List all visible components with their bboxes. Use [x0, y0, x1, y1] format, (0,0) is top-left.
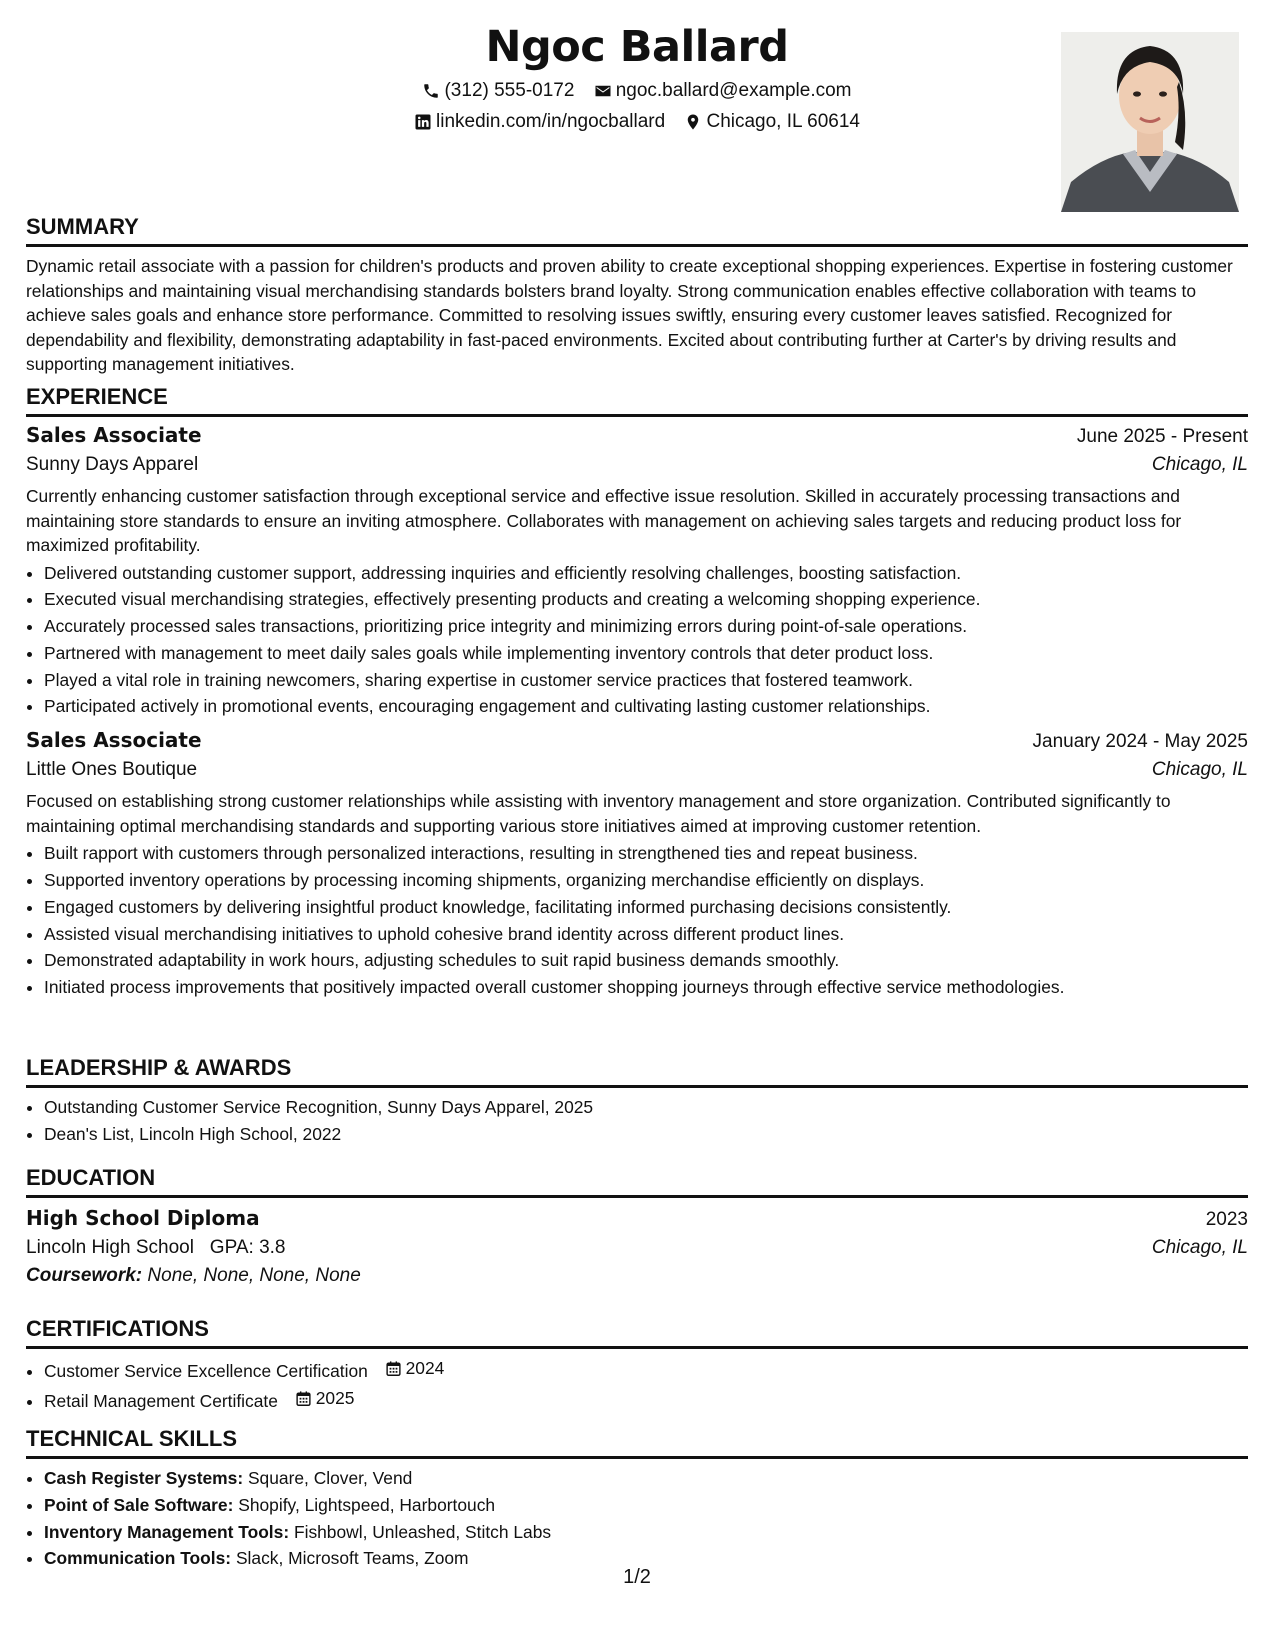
- resume-page: [26, 0, 1248, 1650]
- phone-contact[interactable]: [422, 80, 574, 102]
- certification-name: Retail Management Certificate: [44, 1390, 278, 1411]
- calendar-icon: [295, 1390, 312, 1407]
- job-bullets: [26, 560, 1248, 721]
- certifications-list: [26, 1355, 1248, 1414]
- list-item: • Partnered with management to meet daily sales goals while implementing inventory controls that deter product loss.: [44, 640, 1248, 667]
- skill-label: Cash Register Systems:: [44, 1468, 244, 1488]
- school-info: [26, 1237, 285, 1259]
- candidate-name: Ngoc Ballard: [485, 22, 789, 72]
- job-description: Focused on establishing strong customer relationships while assisting with inventory management and store organization. Contributed significantly to maintaining optimal merchandising standards and supporting various store initiatives aimed at improving customer retention.: [26, 791, 1171, 836]
- linkedin-url: linkedin.com/in/ngocballard: [436, 111, 666, 132]
- education-section: [26, 1165, 1248, 1287]
- list-item: [44, 1385, 1248, 1415]
- resume-header: [26, 22, 1248, 212]
- list-item: • Accurately processed sales transactions, prioritizing price integrity and minimizing errors during point-of-sale operations.: [44, 613, 1248, 640]
- skill-label: Communication Tools:: [44, 1548, 232, 1569]
- gpa: GPA: 3.8: [209, 1237, 286, 1258]
- linkedin-contact[interactable]: [414, 111, 665, 133]
- certification-name: Customer Service Excellence Certification: [44, 1360, 368, 1381]
- location-contact: [684, 111, 860, 133]
- education-school-row: [26, 1237, 1248, 1259]
- school-name: Lincoln High School: [26, 1237, 194, 1258]
- email-address: ngoc.ballard@example.com: [615, 80, 852, 101]
- linkedin-icon: [414, 113, 432, 131]
- skill-value: Slack, Microsoft Teams, Zoom: [235, 1548, 469, 1569]
- job-title: Sales Associate: [26, 423, 202, 447]
- email-contact[interactable]: [594, 80, 852, 102]
- list-item: • Built rapport with customers through personalized interactions, resulting in strengthened ties and repeat business.: [44, 840, 1248, 867]
- skills-list: [26, 1465, 1248, 1572]
- coursework-value: None, None, None, None: [147, 1265, 361, 1286]
- coursework-line: [26, 1265, 1248, 1287]
- list-item: • Demonstrated adaptability in work hours, adjusting schedules to suit rapid business demands smoothly.: [44, 947, 1248, 974]
- experience-section: [26, 384, 1248, 1001]
- list-item: [44, 1465, 1248, 1492]
- job-entry: [26, 728, 1248, 1001]
- school-location: Chicago, IL: [1151, 1237, 1248, 1258]
- certifications-heading: CERTIFICATIONS: [26, 1316, 1248, 1349]
- job-company: Little Ones Boutique: [26, 759, 198, 781]
- list-item: • Assisted visual merchandising initiatives to uphold cohesive brand identity across different product lines.: [44, 921, 1248, 948]
- graduation-year: 2023: [1205, 1209, 1248, 1230]
- skills-section: [26, 1426, 1248, 1572]
- job-header-row: [26, 423, 1248, 448]
- map-pin-icon: [684, 113, 702, 131]
- degree-title: High School Diploma: [26, 1206, 260, 1230]
- awards-list: [26, 1094, 1248, 1148]
- awards-heading: LEADERSHIP & AWARDS: [26, 1055, 1248, 1088]
- job-description: Currently enhancing customer satisfaction through exceptional service and effective issue resolution. Skilled in accurately processing transactions and maintaining store standards to ensure an inviting atmosphere. Collaborates with management on achieving sales targets and reducing product loss for maximized profitability.: [26, 486, 1182, 555]
- skill-value: Square, Clover, Vend: [247, 1468, 413, 1488]
- skill-value: Shopify, Lightspeed, Harbortouch: [238, 1494, 496, 1515]
- skill-label: Inventory Management Tools:: [44, 1521, 290, 1542]
- job-location: Chicago, IL: [1151, 454, 1248, 475]
- job-company-row: [26, 759, 1248, 781]
- certification-date: [385, 1355, 445, 1382]
- list-item: • Executed visual merchandising strategies, effectively presenting products and creating a welcoming shopping experience.: [44, 586, 1248, 613]
- list-item: • Outstanding Customer Service Recognition, Sunny Days Apparel, 2025: [44, 1094, 1248, 1121]
- skills-heading: TECHNICAL SKILLS: [26, 1426, 1248, 1459]
- job-company-row: [26, 454, 1248, 476]
- job-title: Sales Associate: [26, 728, 202, 753]
- education-heading: EDUCATION: [26, 1165, 1248, 1198]
- list-item: • Delivered outstanding customer support, addressing inquiries and efficiently resolving challenges, boosting satisfaction.: [44, 560, 1248, 587]
- job-bullets: [26, 840, 1248, 1001]
- summary-section: [26, 214, 1248, 377]
- calendar-icon: [385, 1360, 402, 1377]
- coursework-label: Coursework:: [26, 1265, 143, 1286]
- certification-date: [295, 1385, 355, 1412]
- job-dates: June 2025 - Present: [1076, 426, 1248, 447]
- summary-text: Dynamic retail associate with a passion for children's products and proven ability to create exceptional shopping experiences. Expertise in fostering customer relationships and maintaining visual merchandising standards bolsters brand loyalty. Strong communication enables effective collaboration with teams to achieve sales goals and enhance store performance. Committed to resolving issues swiftly, ensuring every customer leaves satisfied. Recognized for dependability and flexibility, demonstrating adaptability in fast-paced environments. Excited about contributing further at Carter's by driving results and supporting management initiatives.: [26, 256, 1233, 374]
- list-item: • Supported inventory operations by processing incoming shipments, organizing merchandise efficiently on displays.: [44, 867, 1248, 894]
- portrait-image: [1061, 32, 1239, 212]
- list-item: [44, 1492, 1248, 1519]
- certification-year: 2025: [315, 1387, 355, 1408]
- envelope-icon: [594, 82, 612, 100]
- certifications-section: [26, 1316, 1248, 1414]
- summary-heading: SUMMARY: [26, 214, 1248, 247]
- list-item: • Participated actively in promotional events, encouraging engagement and cultivating lasting customer relationships.: [44, 693, 1248, 720]
- job-header-row: [26, 728, 1248, 753]
- list-item: • Dean's List, Lincoln High School, 2022: [44, 1121, 1248, 1148]
- phone-icon: [422, 82, 440, 100]
- skill-value: Fishbowl, Unleashed, Stitch Labs: [293, 1521, 552, 1542]
- phone-number: (312) 555-0172: [444, 80, 575, 101]
- job-company: Sunny Days Apparel: [26, 454, 199, 475]
- location-text: Chicago, IL 60614: [706, 111, 860, 132]
- awards-section: [26, 1055, 1248, 1148]
- list-item: • Initiated process improvements that positively impacted overall customer shopping journeys through effective service methodologies.: [44, 974, 1248, 1001]
- list-item: • Engaged customers by delivering insightful product knowledge, facilitating informed purchasing decisions consistently.: [44, 894, 1248, 921]
- education-header-row: [26, 1206, 1248, 1231]
- experience-heading: EXPERIENCE: [26, 384, 1248, 417]
- list-item: [44, 1519, 1248, 1546]
- job-location: Chicago, IL: [1151, 759, 1248, 781]
- list-item: [44, 1355, 1248, 1385]
- certification-year: 2024: [405, 1358, 445, 1378]
- job-dates: January 2024 - May 2025: [1032, 731, 1248, 753]
- skill-label: Point of Sale Software:: [44, 1494, 234, 1515]
- profile-photo: [1061, 32, 1239, 212]
- list-item: • Played a vital role in training newcomers, sharing expertise in customer service practices that fostered teamwork.: [44, 667, 1248, 694]
- page-number: 1/2: [623, 1566, 651, 1588]
- job-entry: [26, 423, 1248, 720]
